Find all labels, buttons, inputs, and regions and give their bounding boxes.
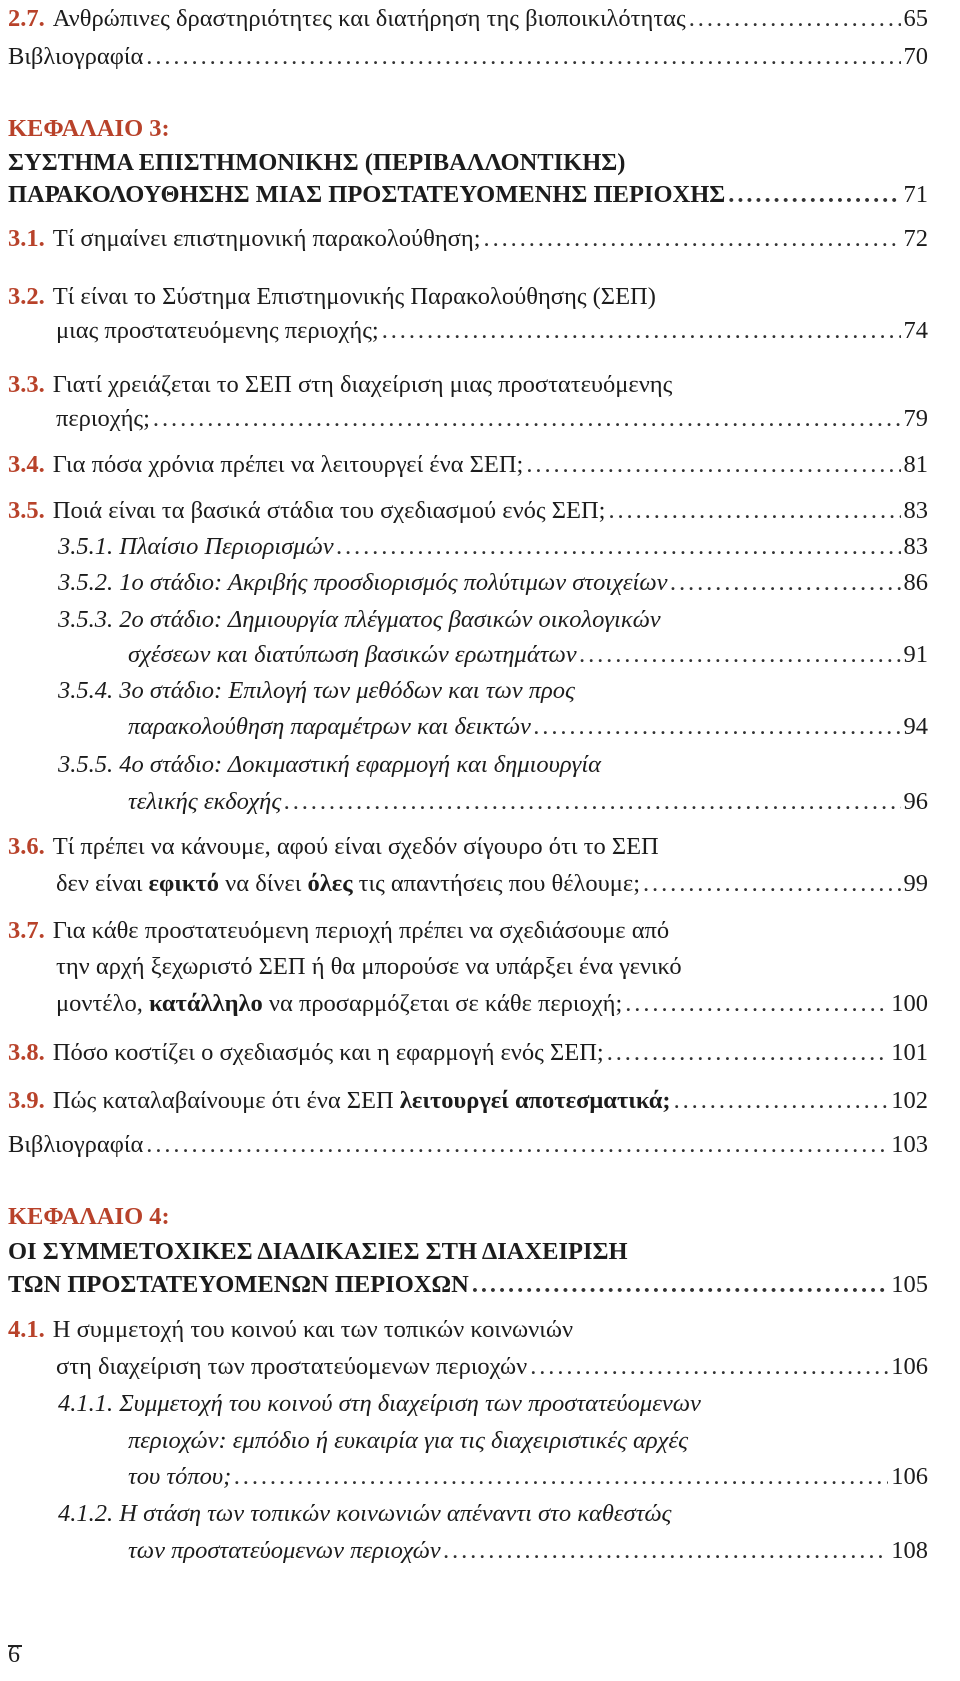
entry-title-cont: των προστατεύομενων περιοχών [128,1537,441,1564]
leader-dots [284,785,900,819]
toc-entry-3-2-cont [56,314,928,348]
page-number: 86 [903,569,928,596]
entry-title-cont: στη διαχείριση των προστατεύομενων περιοχών [56,1353,528,1380]
toc-entry-3-5-5 [58,748,928,782]
text-run: μοντέλο, [56,990,149,1017]
page-number: 79 [903,405,928,432]
entry-title: Τί σημαίνει επιστημονική παρακολούθηση; [52,225,481,252]
leader-dots [689,2,901,36]
entry-title: 3.5.1. Πλαίσιο Περιορισμών [58,533,334,560]
entry-number: 3.3. [8,371,45,398]
page-number: 83 [903,497,928,524]
page-number: 72 [903,225,928,252]
chapter-4-title-2: ΤΩΝ ΠΡΟΣΤΑΤΕΥΟΜΕΝΩΝ ΠΕΡΙΟΧΩΝ [8,1271,469,1298]
chapter-3-title-1: ΣΥΣΤΗΜΑ ΕΠΙΣΤΗΜΟΝΙΚΗΣ (ΠΕΡΙΒΑΛΛΟΝΤΙΚΗΣ) [8,149,626,176]
entry-title: Ποιά είναι τα βασικά στάδια του σχεδιασμού ενός ΣΕΠ; [52,497,606,524]
entry-title-cont [56,867,640,901]
entry-number: 2.7. [8,5,45,32]
leader-dots [146,40,900,74]
entry-title: Τί είναι το Σύστημα Επιστημονικής Παρακολούθησης (ΣΕΠ) [52,283,656,310]
toc-entry-3-5-2 [58,566,928,600]
leader-dots [337,530,901,564]
entry-title: 3.5.5. 4ο στάδιο: Δοκιμαστική εφαρμογή και δημιουργία [58,751,602,778]
entry-title-cont: τελικής εκδοχής [128,788,282,815]
toc-entry-chapter-3 [8,178,928,212]
text-run: να προσαρμόζεται σε κάθε περιοχή; [262,990,623,1017]
entry-title [53,1084,671,1118]
entry-title: Για πόσα χρόνια πρέπει να λειτουργεί ένα ΣΕΠ; [52,451,524,478]
leader-dots [608,494,900,528]
toc-entry-chapter-4 [8,1268,928,1302]
text-run: Πώς καταλαβαίνουμε ότι ένα ΣΕΠ [52,1087,400,1114]
leader-dots [625,987,888,1021]
emphasis-run: λειτουργεί αποτεσματικά; [399,1087,671,1114]
toc-entry-3-7-cont1 [56,950,928,984]
entry-title-cont: περιοχών: εμπόδιο ή ευκαιρία για τις διαχειριστικές αρχές [128,1427,689,1454]
page-number: 83 [903,533,928,560]
toc-entry-bibliography-2 [8,1128,928,1162]
page-number: 106 [891,1353,928,1380]
leader-dots [674,1084,889,1118]
entry-number: 3.5. [8,497,45,524]
page-number: 81 [903,451,928,478]
entry-title: 4.1.2. Η στάση των τοπικών κοινωνιών απέναντι στο καθεστώς [58,1500,672,1527]
leader-dots [472,1268,888,1302]
leader-dots [484,222,901,256]
entry-number: 3.2. [8,283,45,310]
leader-dots [444,1534,889,1568]
toc-entry-3-7 [8,914,928,948]
toc-entry-3-5-1 [58,530,928,564]
page-number: 100 [891,990,928,1017]
toc-entry-3-8 [8,1036,928,1070]
toc-entry-3-7-cont2 [56,987,928,1021]
leader-dots [728,178,900,212]
toc-entry-3-5-3-cont [128,638,928,672]
text-run: τις απαντήσεις που θέλουμε; [352,870,640,897]
page-number: 103 [891,1131,928,1158]
entry-title: Τί πρέπει να κάνουμε, αφού είναι σχεδόν σίγουρο ότι το ΣΕΠ [52,833,659,860]
leader-dots [526,448,900,482]
page-number: 65 [903,5,928,32]
chapter-title-line [8,146,928,180]
entry-number: 3.7. [8,917,45,944]
page-number: 99 [903,870,928,897]
emphasis-run: εφικτό [148,870,220,897]
entry-title: Γιατί χρειάζεται το ΣΕΠ στη διαχείριση μιας προστατευόμενης [52,371,673,398]
entry-title: 3.5.3. 2ο στάδιο: Δημιουργία πλέγματος βασικών οικολογικών [58,606,661,633]
toc-entry-4-1-cont [56,1350,928,1384]
toc-entry-bibliography [8,40,928,74]
leader-dots [671,566,901,600]
page-number: 102 [891,1087,928,1114]
entry-title: Πόσο κοστίζει ο σχεδιασμός και η εφαρμογή ενός ΣΕΠ; [52,1039,604,1066]
leader-dots [534,710,901,744]
entry-title-cont: περιοχής; [56,405,150,432]
entry-number: 3.6. [8,833,45,860]
leader-dots [643,867,901,901]
toc-entry-3-3 [8,368,928,402]
entry-number: 4.1. [8,1316,45,1343]
entry-title: Βιβλιογραφία [8,43,144,70]
toc-entry-3-5-4 [58,674,928,708]
leader-dots [607,1036,889,1070]
toc-entry-3-2 [8,280,928,314]
entry-title: Η συμμετοχή του κοινού και των τοπικών κοινωνιών [52,1316,574,1343]
toc-entry-3-5 [8,494,928,528]
page-number: 106 [891,1463,928,1490]
text-run: δεν είναι [56,870,149,897]
toc-entry-4-1-1-cont2 [128,1460,928,1494]
toc-entry-3-1 [8,222,928,256]
chapter-3-title-2: ΠΑΡΑΚΟΛΟΥΘΗΣΗΣ ΜΙΑΣ ΠΡΟΣΤΑΤΕΥΟΜΕΝΗΣ ΠΕΡΙΟΧΗΣ [8,181,726,208]
entry-number: 3.8. [8,1039,45,1066]
toc-entry-4-1-2-cont [128,1534,928,1568]
page-number: 94 [903,713,928,740]
entry-title: 4.1.1. Συμμετοχή του κοινού στη διαχείριση των προστατεύομενων [58,1390,701,1417]
chapter-4-label: ΚΕΦΑΛΑΙΟ 4: [8,1203,170,1230]
toc-entry-4-1 [8,1313,928,1347]
chapter-title-line [8,1235,928,1269]
leader-dots [580,638,901,672]
toc-entry-3-5-3 [58,603,928,637]
page-number: 74 [903,317,928,344]
entry-title-cont: μιας προστατευόμενης περιοχής; [56,317,379,344]
toc-entry-3-6-cont [56,867,928,901]
entry-title-cont: παρακολούθηση παραμέτρων και δεικτών [128,713,531,740]
page-number: 96 [903,788,928,815]
chapter-label [8,1200,928,1234]
entry-title-cont: σχέσεων και διατύπωση βασικών ερωτημάτων [128,641,577,668]
leader-dots [382,314,901,348]
leader-dots [234,1460,888,1494]
entry-title: 3.5.4. 3ο στάδιο: Επιλογή των μεθόδων και των προς [58,677,575,704]
toc-entry-4-1-1-cont1 [128,1424,928,1458]
toc-entry-3-9 [8,1084,928,1118]
page-number: 108 [891,1537,928,1564]
entry-title-cont: του τόπου; [128,1463,232,1490]
entry-number: 3.1. [8,225,45,252]
page-number: 91 [903,641,928,668]
entry-title: Ανθρώπινες δραστηριότητες και διατήρηση της βιοποικιλότητας [52,5,686,32]
leader-dots [153,402,901,436]
page-number: 70 [903,43,928,70]
toc-entry-4-1-1 [58,1387,928,1421]
entry-title-cont: την αρχή ξεχωριστό ΣΕΠ ή θα μπορούσε να υπάρξει ένα γενικό [56,953,682,980]
toc-entry-3-5-5-cont [128,785,928,819]
footer-page-number: 6 [8,1642,20,1668]
toc-entry-3-6 [8,830,928,864]
entry-number: 3.4. [8,451,45,478]
text-run: να δίνει [219,870,308,897]
chapter-label [8,112,928,146]
entry-title: Για κάθε προστατευόμενη περιοχή πρέπει να σχεδιάσουμε από [52,917,670,944]
leader-dots [146,1128,888,1162]
chapter-3-label: ΚΕΦΑΛΑΙΟ 3: [8,115,170,142]
toc-entry-3-3-cont [56,402,928,436]
toc-entry-3-4 [8,448,928,482]
toc-entry-3-5-4-cont [128,710,928,744]
chapter-4-title-1: ΟΙ ΣΥΜΜΕΤΟΧΙΚΕΣ ΔΙΑΔΙΚΑΣΙΕΣ ΣΤΗ ΔΙΑΧΕΙΡΙΣΗ [8,1238,628,1265]
entry-number: 3.9. [8,1087,45,1114]
entry-title: 3.5.2. 1ο στάδιο: Ακριβής προσδιορισμός πολύτιμων στοιχείων [58,569,668,596]
entry-title-cont [56,987,622,1021]
page-number: 71 [903,181,928,208]
toc-entry-4-1-2 [58,1497,928,1531]
emphasis-run: όλες [307,870,353,897]
toc-entry-2-7 [8,2,928,36]
page-number: 101 [891,1039,928,1066]
leader-dots [530,1350,888,1384]
emphasis-run: κατάλληλο [148,990,263,1017]
entry-title: Βιβλιογραφία [8,1131,144,1158]
page-number: 105 [891,1271,928,1298]
